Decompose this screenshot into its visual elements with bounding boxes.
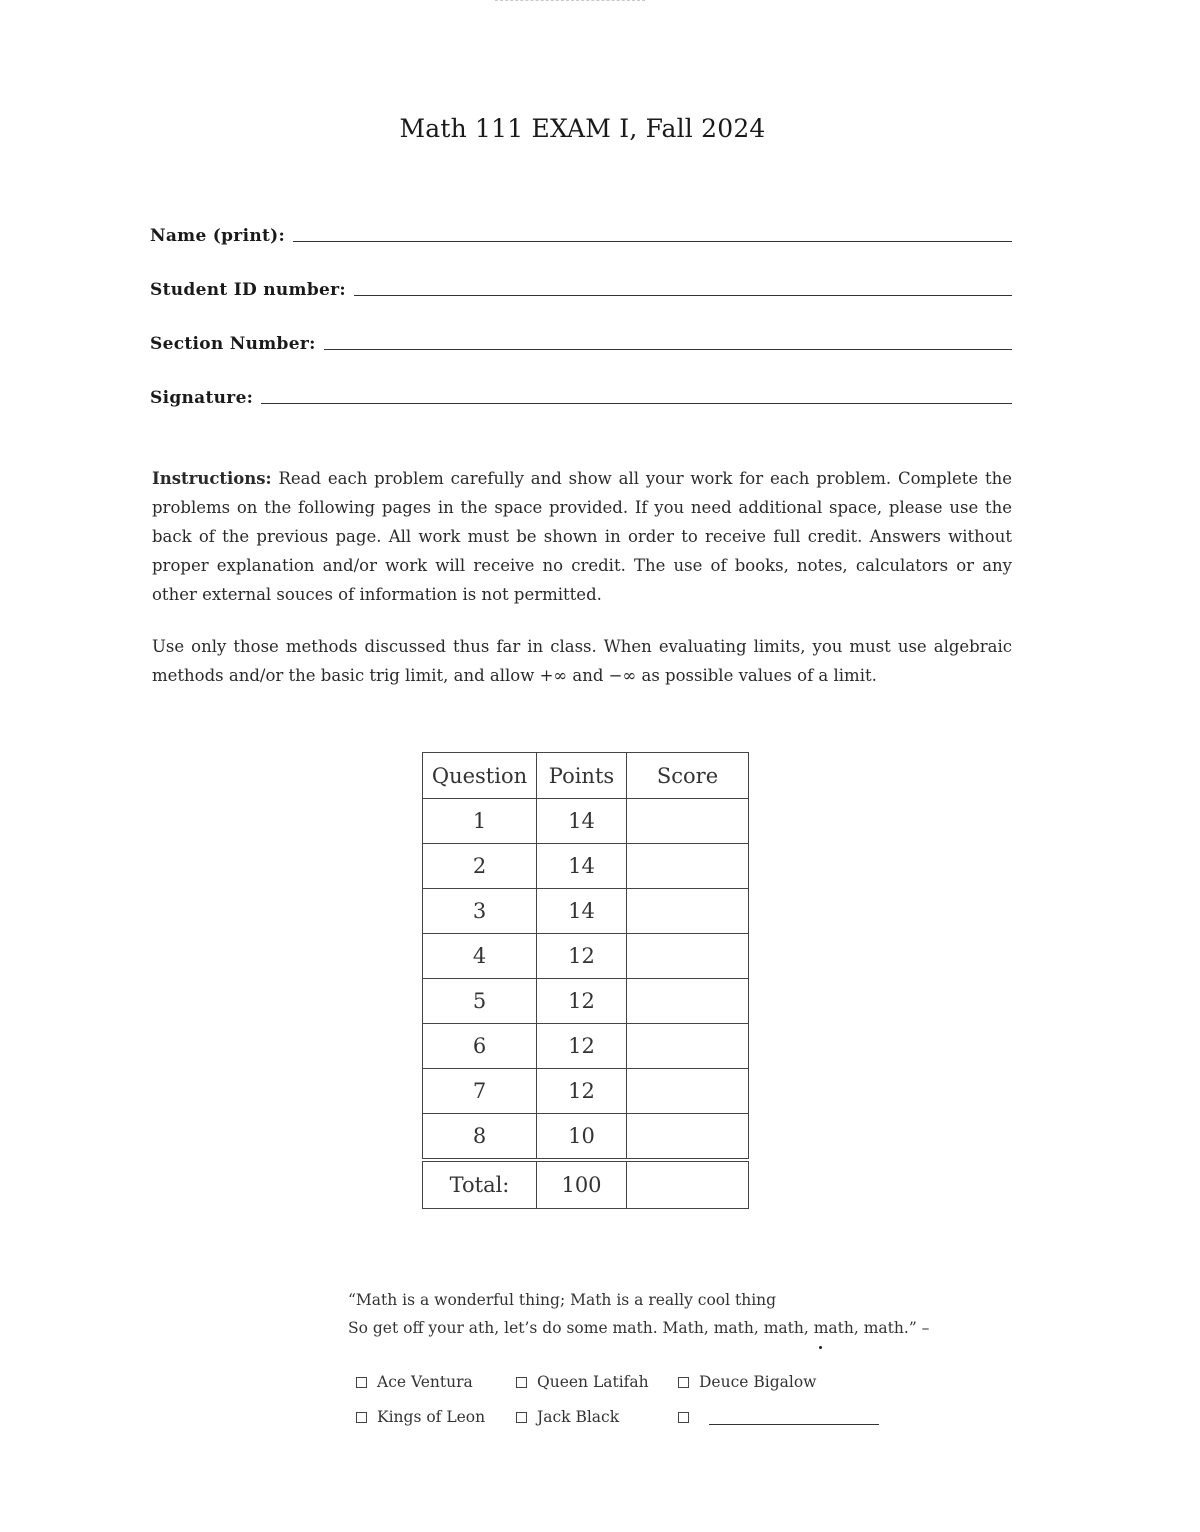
section-field bbox=[150, 334, 1012, 354]
choice-other[interactable] bbox=[678, 1408, 879, 1426]
question-cell: 5 bbox=[423, 979, 537, 1024]
student-id-field bbox=[150, 280, 1012, 300]
points-cell: 12 bbox=[537, 1069, 627, 1114]
checkbox-icon[interactable] bbox=[678, 1412, 689, 1423]
stray-dot bbox=[819, 1346, 822, 1349]
points-cell: 14 bbox=[537, 844, 627, 889]
methods-paragraph: Use only those methods discussed thus far in class. When evaluating limits, you must use algebraic methods and/or the basic trig limit, and allow +∞ and −∞ as possible values of a limit. bbox=[152, 637, 1012, 685]
points-cell: 14 bbox=[537, 889, 627, 934]
checkbox-icon[interactable] bbox=[356, 1377, 367, 1388]
question-cell: 2 bbox=[423, 844, 537, 889]
score-cell[interactable] bbox=[627, 934, 749, 979]
choice-label: Ace Ventura bbox=[377, 1373, 473, 1391]
points-cell: 14 bbox=[537, 799, 627, 844]
section-label: Section Number: bbox=[150, 334, 316, 354]
total-label: Total: bbox=[423, 1160, 537, 1209]
header-score: Score bbox=[627, 753, 749, 799]
signature-field bbox=[150, 388, 1012, 408]
score-table bbox=[422, 752, 749, 1209]
question-cell: 3 bbox=[423, 889, 537, 934]
quote-line-1: “Math is a wonderful thing; Math is a really cool thing bbox=[348, 1291, 777, 1309]
section-line[interactable] bbox=[324, 348, 1012, 350]
checkbox-icon[interactable] bbox=[356, 1412, 367, 1423]
name-label: Name (print): bbox=[150, 226, 286, 246]
choice-jack-black[interactable] bbox=[516, 1408, 678, 1426]
table-row bbox=[423, 934, 749, 979]
student-id-label: Student ID number: bbox=[150, 280, 346, 300]
question-cell: 7 bbox=[423, 1069, 537, 1114]
choice-deuce-bigalow[interactable] bbox=[678, 1373, 816, 1391]
header-question: Question bbox=[423, 753, 537, 799]
quote-block bbox=[348, 1286, 929, 1342]
instructions-body: Read each problem carefully and show all your work for each problem. Complete the problems on the following pages in the space provided. If you need additional space, please use the back of the previous page. All work must be shown in order to receive full credit. Answers without proper explanation and/or work will receive no credit. The use of books, notes, calculators or any other external souces of information is not permitted. bbox=[152, 469, 1012, 604]
scan-artifact bbox=[495, 0, 645, 5]
table-header-row bbox=[423, 753, 749, 799]
choice-label: Jack Black bbox=[537, 1408, 620, 1426]
name-line[interactable] bbox=[293, 240, 1012, 242]
table-row bbox=[423, 1069, 749, 1114]
total-points: 100 bbox=[537, 1160, 627, 1209]
points-cell: 12 bbox=[537, 1024, 627, 1069]
points-cell: 12 bbox=[537, 979, 627, 1024]
score-cell[interactable] bbox=[627, 1114, 749, 1161]
table-row bbox=[423, 979, 749, 1024]
points-cell: 12 bbox=[537, 934, 627, 979]
choice-label: Kings of Leon bbox=[377, 1408, 486, 1426]
choice-ace-ventura[interactable] bbox=[356, 1373, 516, 1391]
page-title: Math 111 EXAM I, Fall 2024 bbox=[399, 114, 766, 143]
score-cell[interactable] bbox=[627, 844, 749, 889]
question-cell: 4 bbox=[423, 934, 537, 979]
score-cell[interactable] bbox=[627, 799, 749, 844]
table-row bbox=[423, 1024, 749, 1069]
choice-kings-of-leon[interactable] bbox=[356, 1408, 516, 1426]
score-cell[interactable] bbox=[627, 1069, 749, 1114]
signature-line[interactable] bbox=[261, 402, 1012, 404]
instructions-heading: Instructions: bbox=[152, 469, 272, 488]
table-row bbox=[423, 799, 749, 844]
choices-row-1 bbox=[356, 1373, 816, 1391]
total-row bbox=[423, 1160, 749, 1209]
checkbox-icon[interactable] bbox=[516, 1412, 527, 1423]
total-score-cell[interactable] bbox=[627, 1160, 749, 1209]
quote-line-2: So get off your ath, let’s do some math. Math, math, math, math, math.” – bbox=[348, 1319, 930, 1337]
score-cell[interactable] bbox=[627, 1024, 749, 1069]
choices-row-2 bbox=[356, 1408, 879, 1426]
points-cell: 10 bbox=[537, 1114, 627, 1161]
student-id-line[interactable] bbox=[354, 294, 1012, 296]
other-blank-line[interactable] bbox=[709, 1410, 879, 1425]
header-points: Points bbox=[537, 753, 627, 799]
table-row bbox=[423, 844, 749, 889]
question-cell: 8 bbox=[423, 1114, 537, 1161]
choice-label: Queen Latifah bbox=[537, 1373, 649, 1391]
question-cell: 1 bbox=[423, 799, 537, 844]
checkbox-icon[interactable] bbox=[678, 1377, 689, 1388]
choice-queen-latifah[interactable] bbox=[516, 1373, 678, 1391]
score-cell[interactable] bbox=[627, 979, 749, 1024]
signature-label: Signature: bbox=[150, 388, 254, 408]
name-field bbox=[150, 226, 1012, 246]
choice-label: Deuce Bigalow bbox=[699, 1373, 817, 1391]
checkbox-icon[interactable] bbox=[516, 1377, 527, 1388]
table-row bbox=[423, 1114, 749, 1161]
instructions-paragraph bbox=[152, 464, 1012, 609]
question-cell: 6 bbox=[423, 1024, 537, 1069]
table-row bbox=[423, 889, 749, 934]
score-cell[interactable] bbox=[627, 889, 749, 934]
